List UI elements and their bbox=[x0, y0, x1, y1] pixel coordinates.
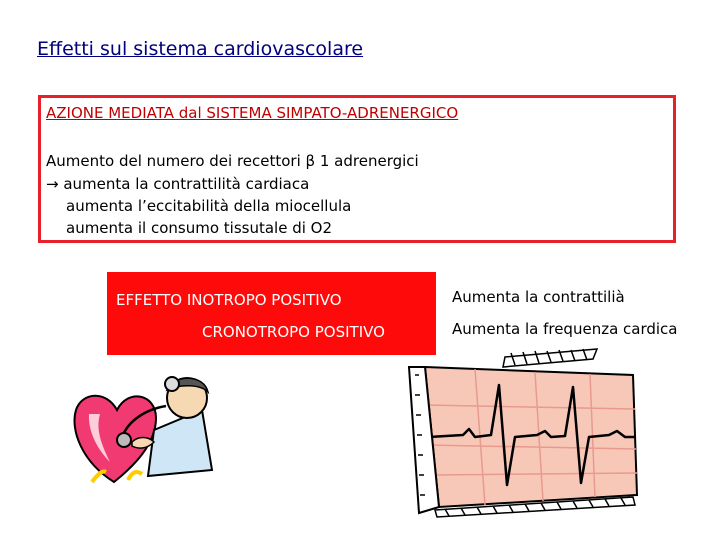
doctor-heart-icon bbox=[62, 370, 242, 490]
note-heart-rate: Aumenta la frequenza cardica bbox=[452, 320, 678, 338]
panel-line-inotropic: EFFETTO INOTROPO POSITIVO bbox=[116, 291, 342, 309]
box-line-4: aumenta il consumo tissutale di O2 bbox=[66, 219, 333, 237]
panel-line-chronotropic: CRONOTROPO POSITIVO bbox=[202, 323, 385, 341]
box-line-1: Aumento del numero dei recettori β 1 adrenergici bbox=[46, 152, 419, 170]
note-contractility: Aumenta la contrattilià bbox=[452, 288, 625, 306]
box-line-2: → aumenta la contrattilità cardiaca bbox=[46, 175, 310, 193]
box-heading: AZIONE MEDIATA dal SISTEMA SIMPATO-ADRENERGICO bbox=[46, 104, 459, 122]
effect-panel bbox=[107, 272, 436, 355]
sympathetic-box bbox=[38, 95, 676, 243]
box-line-3: aumenta l’eccitabilità della miocellula bbox=[66, 197, 352, 215]
ecg-chart-icon bbox=[405, 345, 645, 520]
slide-title: Effetti sul sistema cardiovascolare bbox=[37, 38, 364, 60]
